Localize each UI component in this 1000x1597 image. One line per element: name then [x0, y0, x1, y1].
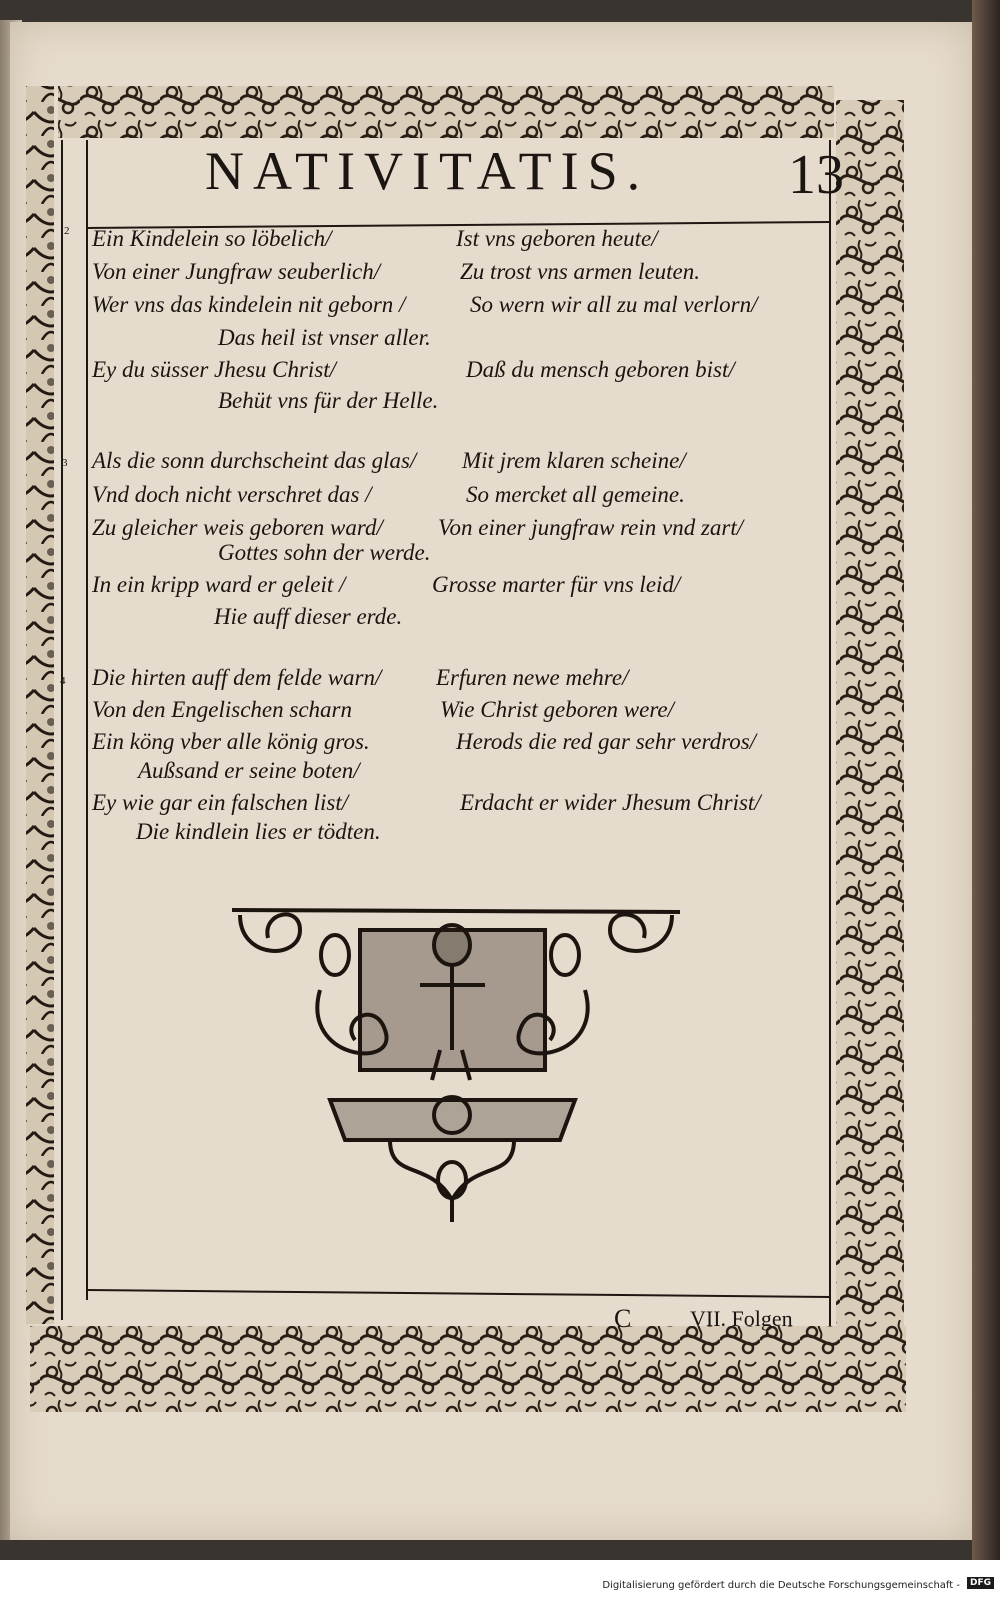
verse-line-right: Daß du mensch geboren bist/: [466, 357, 735, 382]
verse-line-left: Die hirten auff dem felde warn/: [92, 665, 382, 690]
verse-number: 4: [60, 675, 66, 687]
verse-line-left: Ein Kindelein so löbelich/: [92, 226, 332, 251]
verse-line-right: Grosse marter für vns leid/: [432, 572, 681, 597]
verse-line-refrain: Die kindlein lies er tödten.: [136, 819, 381, 844]
verse-line-refrain: Hie auff dieser erde.: [214, 604, 403, 629]
verse-line-left: Ein köng vber alle könig gros.: [92, 729, 370, 754]
catchword: VII. Folgen: [690, 1306, 793, 1331]
verse-line-left: Als die sonn durchscheint das glas/: [92, 448, 417, 473]
verse-number: 3: [62, 457, 68, 469]
bottom-border-ornament: [30, 1326, 906, 1412]
verse-line-right: Erfuren newe mehre/: [436, 665, 629, 690]
left-border-ornament: [26, 86, 54, 1324]
woodcut-ornament: [232, 910, 680, 1222]
signature-mark: C: [614, 1304, 632, 1333]
verse-line-left: Zu gleicher weis geboren ward/: [92, 515, 383, 540]
verse-line-right: Mit jrem klaren scheine/: [462, 448, 686, 473]
folio-number: 13: [788, 144, 844, 206]
verse-line-refrain: Außsand er seine boten/: [138, 758, 360, 783]
verse-line-left: In ein kripp ward er geleit /: [92, 572, 346, 597]
verse-line-refrain: Gottes sohn der werde.: [218, 540, 431, 565]
verse-line-refrain: Behüt vns für der Helle.: [218, 388, 439, 413]
footer-bar: [0, 1560, 1000, 1597]
verse-line-left: Vnd doch nicht verschret das /: [92, 482, 372, 507]
verse-line-right: So wern wir all zu mal verlorn/: [470, 292, 758, 317]
verse-line-right: Von einer jungfraw rein vnd zart/: [438, 515, 744, 540]
right-border-ornament: [836, 100, 904, 1328]
verse-line-right: Herods die red gar sehr verdros/: [456, 729, 757, 754]
top-border-ornament: [58, 86, 834, 138]
verse-line-left: Ey du süsser Jhesu Christ/: [92, 357, 337, 382]
running-title: NATIVITATIS.: [205, 141, 650, 201]
verse-line-right: Ist vns geboren heute/: [456, 226, 658, 251]
verse-line-left: Wer vns das kindelein nit geborn /: [92, 292, 406, 317]
verse-line-left: Von einer Jungfraw seuberlich/: [92, 259, 381, 284]
verse-line-refrain: Das heil ist vnser aller.: [218, 325, 431, 350]
verse-number: 2: [64, 225, 70, 237]
verse-line-left: Von den Engelischen scharn: [92, 697, 352, 722]
digitization-credit: Digitalisierung gefördert durch die Deutsche Forschungsgemeinschaft -: [602, 1580, 960, 1591]
verse-line-right: Wie Christ geboren were/: [440, 697, 675, 722]
dfg-logo: DFG: [967, 1577, 994, 1589]
verse-line-left: Ey wie gar ein falschen list/: [92, 790, 349, 815]
verse-line-right: Erdacht er wider Jhesum Christ/: [460, 790, 761, 815]
verse-line-right: Zu trost vns armen leuten.: [460, 259, 700, 284]
verse-line-right: So mercket all gemeine.: [466, 482, 685, 507]
